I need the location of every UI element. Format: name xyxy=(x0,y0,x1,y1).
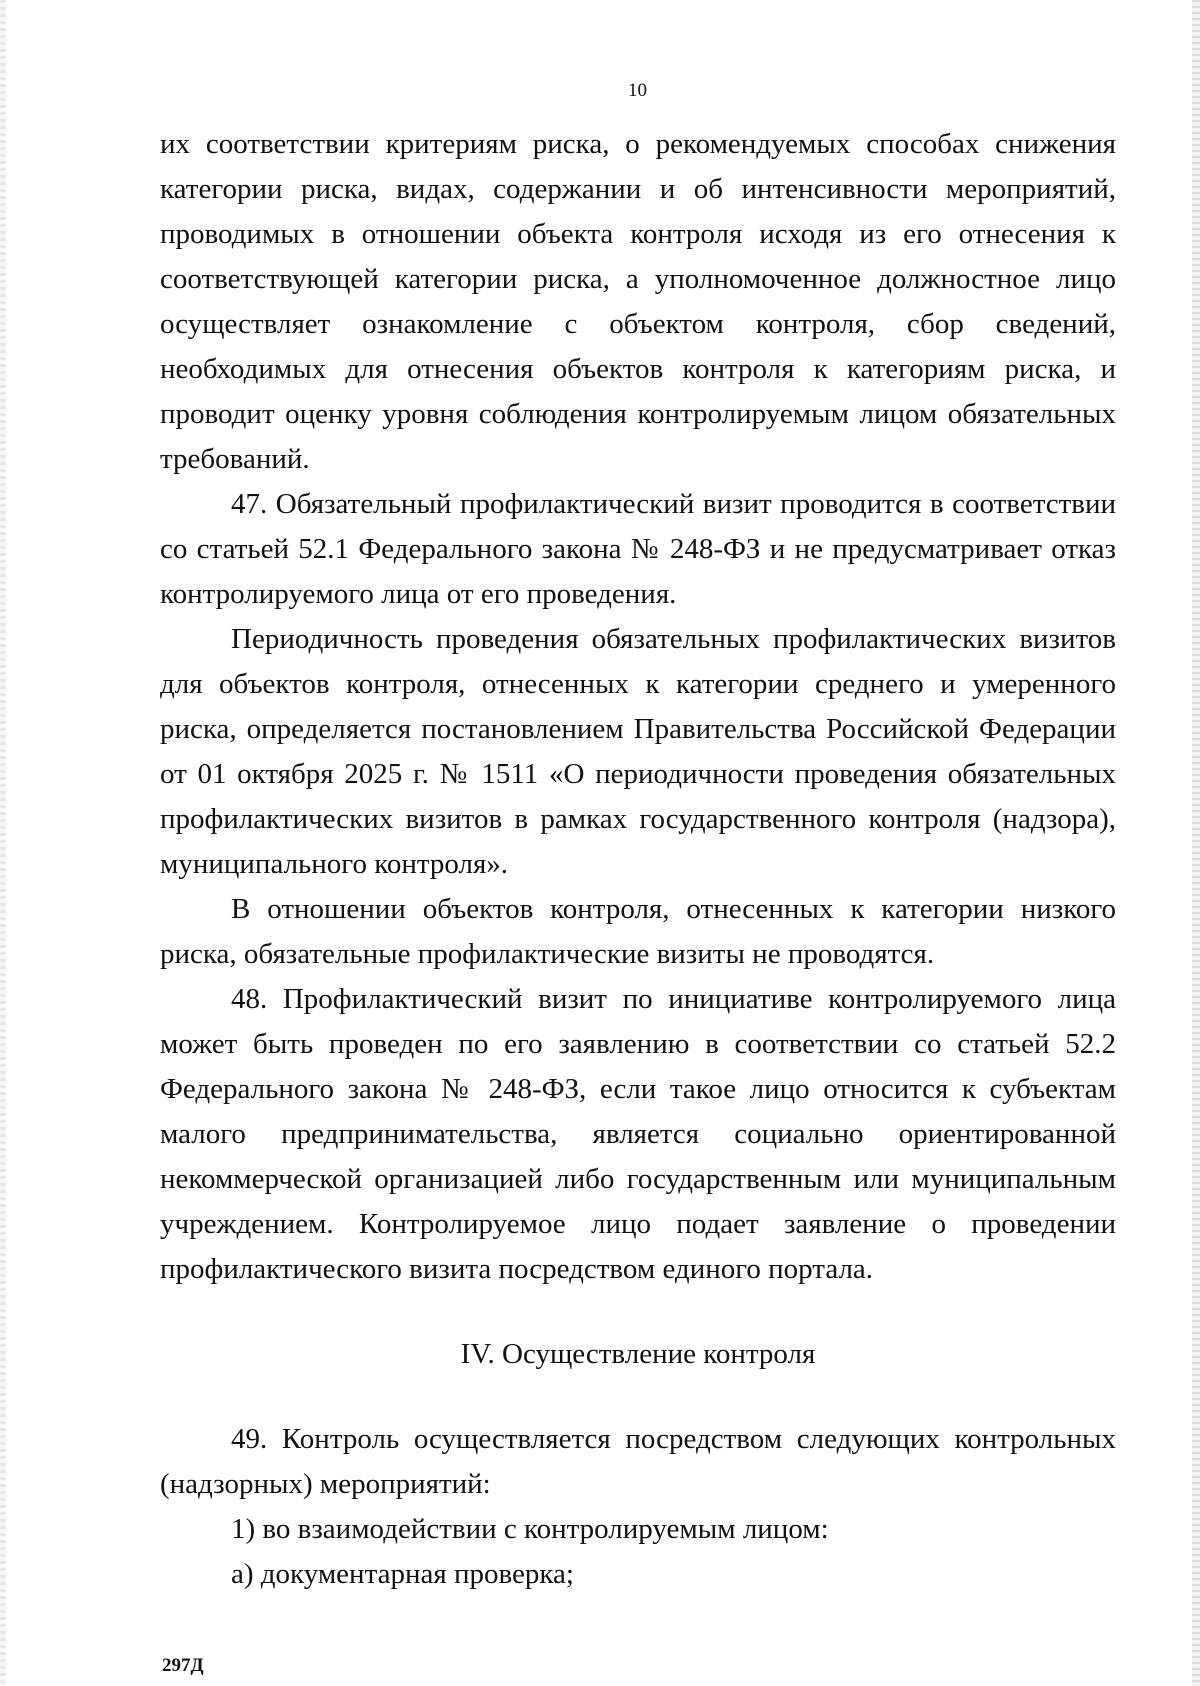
list-item-1: 1) во взаимодействии с контролируемым лицом: xyxy=(231,1513,829,1545)
paragraph-low-risk: В отношении объектов контроля, отнесенных к категории низкого риска, обязательные профилактические визиты не проводятся. xyxy=(160,893,1116,970)
footer-document-code: 297Д xyxy=(162,1655,204,1676)
scan-edge-right xyxy=(1192,0,1200,1686)
page-number: 10 xyxy=(628,80,647,101)
paragraph-continuation: их соответствии критериям риска, о рекомендуемых способах снижения категории риска, видах, содержании и об интенсивности мероприятий, проводимых в отношении объекта контроля исходя из его отнесения к соответствующей категории риска, а уполномоченное должностное лицо осуществляет ознакомление с объектом контроля, сбор сведений, необходимых для отнесения объектов контроля к категориям риска, и проводит оценку уровня соблюдения контролируемым лицом обязательных требований. xyxy=(160,128,1116,475)
section-heading: IV. Осуществление контроля xyxy=(460,1338,816,1370)
document-body xyxy=(160,122,1116,1597)
paragraph-49: 49. Контроль осуществляется посредством следующих контрольных (надзорных) мероприятий: xyxy=(160,1423,1116,1500)
paragraph-47: 47. Обязательный профилактический визит проводится в соответствии со статьей 52.1 Федерального закона № 248-ФЗ и не предусматривает отказ контролируемого лица от его проведения. xyxy=(160,488,1116,610)
paragraph-48: 48. Профилактический визит по инициативе контролируемого лица может быть проведен по его заявлению в соответствии со статьей 52.2 Федерального закона № 248-ФЗ, если такое лицо относится к субъектам малого предпринимательства, является социально ориентированной некоммерческой организацией либо государственным или муниципальным учреждением. Контролируемое лицо подает заявление о проведении профилактического визита посредством единого портала. xyxy=(160,983,1116,1285)
list-item-1a: а) документарная проверка; xyxy=(231,1558,574,1590)
scan-edge-left xyxy=(0,0,6,1686)
paragraph-periodicity: Периодичность проведения обязательных профилактических визитов для объектов контроля, отнесенных к категории среднего и умеренного риска, определяется постановлением Правительства Российской Федерации от 01 октября 2025 г. № 1511 «О периодичности проведения обязательных профилактических визитов в рамках государственного контроля (надзора), муниципального контроля». xyxy=(160,623,1116,880)
